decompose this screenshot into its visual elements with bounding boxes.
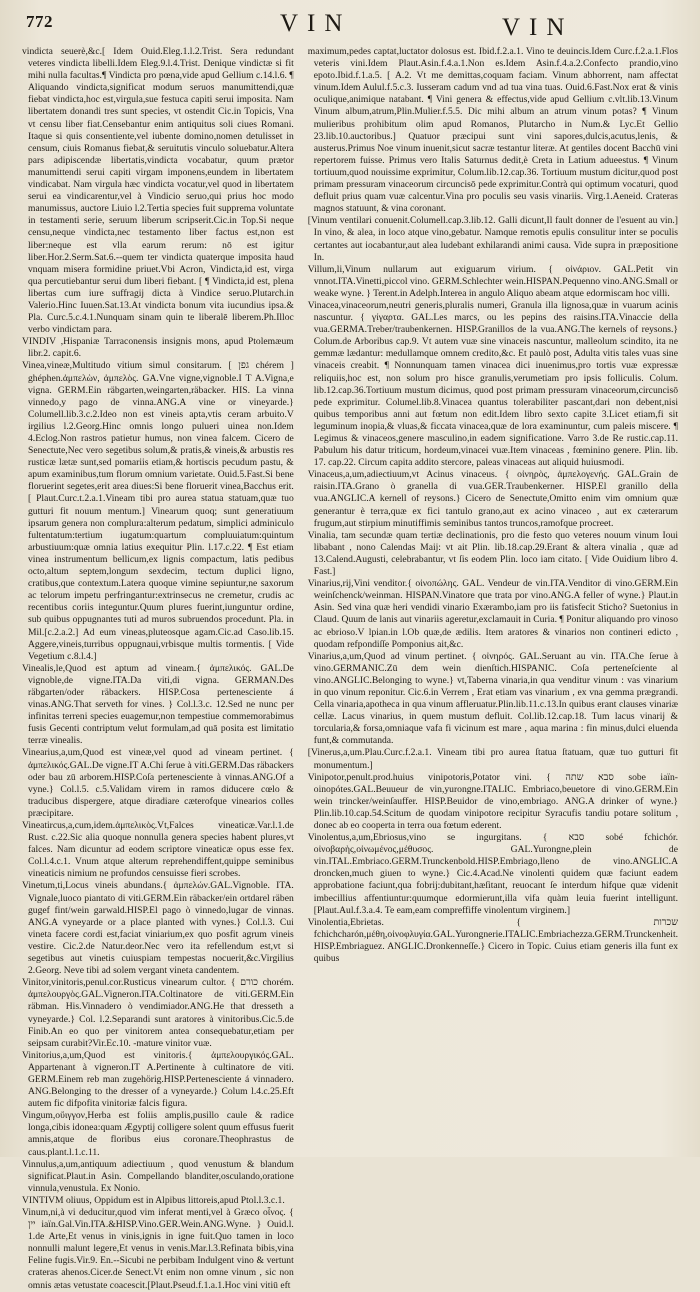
dictionary-entry: Vinalia, tam secundæ quam tertiæ declinationis, pro die festo quo veteres nouum vinum Ioui libabant , nono Calendas Maij: vt ait Plin. lib.18.cap.29.Erant & altera vinalia , quæ ad 13.Calend.Augusti, celebrabantur, vt ſis eodem Plin. loco iam citato. [ Vide Ouidium libro 4. Fast.] (307, 529, 678, 578)
dictionary-entry: VINTIVM oliuus, Oppidum est in Alpibus littoreis,apud Ptol.l.3.c.1. (22, 1194, 285, 1206)
dictionary-entry: VINDIV ,Hispaniæ Tarraconensis insignis mons, apud Ptolemæum libr.2. capit.6. (22, 336, 294, 360)
right-column (308, 46, 678, 1142)
page-header (22, 10, 678, 46)
dictionary-entry: Vinarius,rij,Vini venditor.{ οἰνοπώλης. GAL. Vendeur de vin.ITA.Venditor di vino.GERM.Ein weinſchenck/weinman. HISPAN.Vinatore que trata por vino.ANG.A feller of wyne.} Plaut.in Asin. Sed vina quæ heri vendidi vinario Exærambo,iam pro iis fatisfecit Sticho? Suetonius in Claud. Quum de lanis aut vinariis ageretur,exclamauit in Curia. ¶ Ponitur aliquando pro vinoso ac ebrioso.V lpian.in l.Ob quæ,de ædilis. Item aratores & vinarios non contineri edicto , quodam refpondiſſe Pomponius ait,&c. (307, 578, 678, 650)
dictionary-entry: Vineatircus,a,cum,idem.ἀμπελικὸς.Vt,Falces vineaticæ.Var.l.1.de Rust. c.22.Sic alia quoque nonnulla genera species habent plures,vt falces. Nam dicuntur ad eodem scriptore vineaticæ opus esse fex. Col.l.4.c.1. Vnum atque alterum reprehendiffent,quippe seminibus vineaticis nimium ne profundos censuisse fieri scrobes. (22, 820, 294, 880)
page-number: 772 (26, 12, 53, 31)
running-head-right: VIN (502, 14, 574, 41)
dictionary-entry: Vinetum,ti,Locus vineis abundans.{ ἀμπελών.GAL.Vignoble. ITA. Vignale,luoco piantato di viti.GERM.Ein räbacker/ein ortdarel räben gugef fint/wein garwald.HISP.El pago ò vinnedo,lugar de vinnas. ANG.A vyneyarde or a place planted with vynes.} Col.l.3. Cui vineta facere cordi est,faciat viniarium,ex quo posfit agrum vineis vestire. Cic.2.de Natur.deor.Nec vero ita refellendum est,vt si segetibus aut vinetis cuiuspiam tempestas nocuerit,&c.Virgilius 2.Georg. Neve tibi ad solem vergant vineta candentem. (22, 880, 294, 977)
dictionary-entry: [Vinum ventilari conuenit.Columell.cap.3.lib.12. Galli dicunt,Il fault donner de l'esuent au vin.] In vino, & alea, in loco atque vino,gebatur. Namque remotis epulis consulitur inter se poculis certantes aut iocabantur,aut alea ludebant exhilarandi animi causa. Vide supra in præpositione In. (307, 215, 678, 263)
dictionary-entry: Vinacea,vinaceorum,neutri generis,pluralis numeri, Granula illa lignosa,quæ in vuarum acinis nascuntur. { γίγαρτα. GAL.Les marcs, ou les pepins des raisins.ITA.Vinaccie della vua.GERMA.Treber/traubenkernen. HISP.Granillos de la vua.ANG.The kernels of reysons.} Colum.de Arboribus cap.9. Vt autem vuæ sine vinaceis nascuntur, malleolum scindito, ita ne gemmæ lædantur: medullamque omnem credito,&c. Et paulò post, Adulta vitis tales vuas sine vinaceis creabit. ¶ Nonnunquam tamen vinacea dici inuenimus,pro tortis vuæ expressæ reliquiis,hoc est, non solum pro hisce granulis,verumetiam pro ipsis folliculis. Colum. lib.12.cap.36.Tortiuum mustum dicimus, quod post primam pressuram vinaceorum,circuncisō pede exprimitur. Columel.lib.8.Vinacea quantus tolerabiliter pascant,dari non debent,nisi quibus temporibus anni aut fœtum non edit.Idem libro sexto capite 3.Licet etiam,fi sit leguminum inopia,& vluas,& ficcata vinacea,quæ de lora examinuntur, cum paleis miscere. ¶ Legimus & vinaceos,genere masculino,in eadem significatione. Varro 3.de Re rustic.cap.11. Pabulum his datur triticum, hordeum,vinacei vuæ.Item vinaceas , fœminino genere. Plin. lib. 17. cap.22. Circum capita addito stercore, paleas vinaceas aut aliquid huiusmodi. (307, 299, 678, 469)
dictionary-entry: maximum,pedes captat,luctator dolosus est. Ibid.f.2.a.1. Vino te deuincis.Idem Curc.f.2.a.1.Flos veteris vini.Idem Plaut.Asin.f.4.a.1.Non es.Idem Asin.f.4.a.2.Confecto prandio,vino epoto.Ibid.f.1.a.5. [ A.2. Vt me demittas,coquam faciam. Vinum abhorrent, nam affectat vinum.Idem Aulul.f.5.c.3. Iusseram cadum vnd ad tua vina tuas. Ouid.6.Fast.Nox erat & vinis oculique,animique natabant. ¶ Vini genera & effectus,vide apud Gellium c.vlt.lib.13.Vinum Vinum album,atrum,Plin.Mulier.f.5.5. Dic mihi album an atrum vinum potas? ¶ Vinum mulieribus prohibitum olim apud Romanos, Plutarcho in Num.& Lyc.Et Gellio 23.lib.10.auctoribus.] Quatuor præcipui sunt vini sapores,dulcis,acutus,lenis, & austerus.Primus Noe vinum inuenit,sicut sacræ testantur literæ. At gentiles docent Bacchū vini repertorem fuisse. Primus vero Italis Saturnus dedit,è Creta in Latium adueestus. ¶ Vinum tortiuum,quod nouissime exprimitur, Colum.lib.12.cap.36. Tortiuum mustum dicitur,quod post primam pressuram vinaceorum circuncisō pede exprimitur.Contrà qui optimum vocaturi, quod defluit prius quam vuæ calcentur.Vina pro poculis seu vasis vinariis. Virg.1.Aeneid. Crateras magnos statuunt, & vina coronant. (307, 46, 678, 215)
dictionary-entry: Vinitorius,a,um,Quod est vinitoris.{ ἀμπελουργικός.GAL. Appartenant à vigneron.IT A.Pertinente à cultinatore de viti. GERM.Einem reb man zugehörig.HISP.Pertenesciente á vinnadero. ANG.Belonging to the dresser of a vyneyarde.} Colum l.4.c.25.Eft autem fic difpofita vinitoriæ falcis figura. (22, 1049, 294, 1110)
dictionary-entry: vindicta seuerè,&c.[ Idem Ouid.Eleg.1.l.2.Trist. Sera redundant veteres vindicta libelli.Idem Eleg.9.l.4.Trist. Denique vindictæ si fit mihi nulla facultas.¶ Vindicta pro pœna,vide apud Gellium c.14.l.6. ¶ Aliquando vindicta,significat modum seruos manumittendi,quæ fiebat vindicta,hoc est,virgula,sue festuca capiti serui imposita. Nam libertatem donandi tres sunt species, vt ostendit Cic.in Topicis, Vna vt censu liber fiat.Censebantur enim antiquitus soli ciues Romani. Itaque si quis consentiente,vel iubente domino,nomen detulisset in censum, ciuis Romanus fiebat,& seruitutis vinculo soluebatur.Altera pars adipiscendæ libertatis,vindicta vocabatur, quum prætor manumittendi serui capiti virgam imponens,eundem in libertatem vindicabat. Nam virgula hæc vindicta vocatur,vel quod in libertatem serui ea vindicarentur,vel à Vindicio seruo,qui prius hoc modo manumissus, auctore Liuio l.2.Tertia species fuit supprema voluntate in testamenti serie, seruum liberum scripserit.Cic.in Top.Si neque censu,neque vindicta,nec testamento liber factus est,non est liber:neque est vlla earum rerum: nō est igitur liber.Hor.2.Serm.Sat.6.--quem ter vindicta quaterque imposita haud vnquam misera formidine priuet.Vbi Acron, Vindicta,id est, virga qua percutiebantur serui dum liberi fiebant. [ ¶ Vindicta,id est, plena libertas cum iure suffragij dicta à Vindice seruo.Plutarch.in Valerio.Hinc Iuuen.Sat.13.At vindicta bonum vita iucundius ipsa.& Pla. Curc.5.c.4.1.Nunquam sinam quin te liberalē liberem.Ph.Illoc verbo vindictam para. (22, 46, 294, 336)
dictionary-entry: Vingum,οὔιγγον,Herba est foliis amplis,pusillo caule & radice longa,cibis idonea:quam Ægyptij colligere solent quum effusus fuerit amnis,atque de floribus eius coronare.Theophrastus de caus.plant.l.1.c.11. (22, 1110, 294, 1158)
dictionary-entry: Vinipotor,penult.prod.huius vinipotoris,Potator vini. { סבא שתה sobe iaïn-oinopótes.GAL.Beuueur de vin,yurongne.ITALIC. Embriaco,beuetore di vino.GERM.Ein wein trincker/weinſauffer. HISP.Beuidor de vino,embriago. ANG.A drinker of wyne.} Plin.lib.10.cap.54.Scitum de quodam vinipotore recipitur Syracufis tandiu potare solitum , donec ab eo cooperta in terra oua fœtum ederent. (307, 771, 679, 831)
left-column (22, 46, 294, 1291)
dictionary-entry: Vinnulus,a,um,antiquum adiectiuum , quod venustum & blandum significat.Plaut.in Asin. Compellando blanditer,osculando,oratione vinnula,venustula. Ex Nonio. (22, 1158, 294, 1194)
dictionary-entry: Vinarius,a,um,Quod ad vinum pertinet. { οἰνηρός. GAL.Seruant au vin. ITA.Che ſerue à vino.GERMANIC.Zū dem wein dienſtich.HISPANIC. Coſa perteneſciente al vino.ANGLIC.Belonging to wyne.} vt,Taberna vinaria,in qua venditur vinum : vas vinarium in quo vinum reponitur. Cic.6.in Verrem , Erat etiam vas vinarium , ex vna gemma prægrandi. Cella vinaria,apotheca in qua vinum affleruatur.Plin.lib.11.c.13.In quibus erant clauses vinariæ cellæ. Lacus vinarius, in quem mustum defluit. Col.lib.12.cap.18. Tum lacus vinarij & torcularia,& forsa,omniaque vafa fi vicinum est mare , aqua marina : fin minus,dulci eluenda funt,& commutanda. (307, 650, 678, 747)
dictionary-entry: Vinolentia,Ebrietas. { שכרות fchichcharón,μέθη,οἰνοφλυγία.GAL.Yurongnerie.ITALIC.Embriachezza.GERM.Trunckenheit. HISP.Embriaguez. ANGLIC.Dronkenneſſe.} Cicero in Topic. Cuius etiam generis illa funt ex quibus (307, 916, 679, 965)
dictionary-entry: Vinaceus,a,um,adiectiuum,vt Acinus vinaceus. { οἰνηρὸς, ἀμπελογενής. GAL.Grain de raisin.ITA.Grano ò granella di vua.GER.Traubenkerner. HISP.El granillo della vua.ANGLIC.A kernell of reysons.} Cicero de Senectute,Omitto enim vim omnium quæ generantur è terra,quæ ex fici tantulo grano,aut ex acino vinaceo , aut ex cæterarum frugum,aut stirpium minutiffimis seminibus tantos truncos,ramofque procreet. (307, 469, 678, 529)
text-columns (22, 46, 679, 1291)
dictionary-entry: Vinearius,a,um,Quod est vineæ,vel quod ad vineam pertinet. { ἀμπελικός.GAL.De vigne.IT A.Chi ſerue à viti.GERM.Das räbackers oder bau zū arborem.HISP.Coſa pertenesciente à vinnas.ANG.Of a vyne.} Col.l.5. c.5.Validam virem in ramos diducere cœlo & traducibus dispergere, atque diradiare cæterofque vinearios colles præcipitare. (22, 747, 294, 819)
dictionary-entry: Vinum,ni,à vi deducitur,quod vim inferat menti,vel à Græco οἶνος. { יין iaïn.Gal.Vin.ITA.&HISP.Vino.GER.Wein.ANG.Wyne. } Ouid.l. 1.de Arte,Et venus in vinis,ignis in igne fuit.Quo tamen in loco nonnulli malunt legere,Et venus in venis.Mar.l.3.Refinata bibis,vina Feline fugis.Vir.9. En.--Sicubi ne perbibam Indulgent vino & vertunt crateras ahenos.Cicer.de Senect.Vt enim non omne vinum , sic non omnis ætas vetustate coacescit.[Plaut.Pseud.f.1.a.1.Hoc vini vitiū eft (22, 1207, 294, 1291)
running-head-left: VIN (280, 10, 352, 37)
dictionary-entry: Vinealis,le,Quod est aptum ad vineam.{ ἀμπελικός. GAL.De vignoble,de vigne.ITA.Da viti,di vigna. GERMAN.Des räbgarten/oder räbackers. HISP.Cosa pertenesciente á vinas.ANG.That serveth for vines. } Col.l.3.c. 12.Sed ne nunc per infinitas terreni species euagemur,non tempestiue commemorabimus fusis Gecenti contriptum velut formulam,ad quā posita est limitatio terræ vinealis. (22, 662, 294, 747)
dictionary-entry: [Vinerus,a,um.Plau.Curc.f.2.a.1. Vineam tibi pro aurea ſtatua ſtatuam, quæ tuo gutturi fit monumentum.] (307, 747, 678, 771)
dictionary-entry: Vinitor,vinitoris,penul.cor.Rusticus vinearum cultor. { כורם chorém. ἀμπελουργὸς.GAL.Vigneron.ITA.Coltinatore de viti.GERM.Ein räbman. His.Vinnadero ò vendimiador.ANG.He that dresseth a vyneyarde.} Col. l.2.Separandi sunt aratores à vinitoribus.Cic.5.de Finib.An eo quo per vinitorem antea consequebatur,etiam per seipsam curabit?Vir.Ec.10. -mature vinitor vuæ. (22, 977, 294, 1049)
dictionary-entry: Vinea,vineæ,Multitudo vitium simul consitarum. [ גפן chérem ] ghéphen.ἀμπελὼν, ἀμπελὸς. GA.Vne vigne,vignoble.I T A.Vigna,e vigna. GERM.Ein räbgarten,weingarten,räbacker. HIS. La vinna vinnedo,y pago de vinna.ANG.A vine or vineyarde.} Columell.lib.3.c.2.Ideo non est vineis apta,vtis ceram arbuito.V irgilius l.2.Georg.Hinc omnis longo pulueri uinea non.Idem 4.Eclog.Non rastros patietur humus, non vinea falcem. Cicero de Senectute,Nec vero segetibus solum,& pratis,& vineis,& arbustis res rusticæ lætæ sunt,sed pomariis etiam,& hortiscis pecudum pastu, & apum examinibus,tum florum omnium varietate. Ouid.5.Fast.Si bene floruerint segetes,erit area diues:Si bene floruerit vinea,Bacchus erit. [ Plaut.Curc.t.2.a.1.Vineam tibi pro aurea statua statuam,quæ tuo gutturi fit nouum mentum.] Vinearum quoq; sunt generatiuum ipsarum genera non complura:alterum pedatum, simplici adminiculo fultentatum:tertium iugatum:quartum compluuiatum:quintum arbustiuum:quæ omnia latius exequitur Plin. l.17.c.22. ¶ Est etiam vinea instrumentum bellicum,ex lignis compactum, latis pedibus octo,altum septem,longum sexdecim, tectum duplici ligno, cratibus,que contextum.Latera quoque vimine sepiuntur,ne saxorum ac telorum impetu perfringantur:extrinsecus ne cremetur, crudis ac recentibus coriis integuntur.Quum plures fuerint,iunguntur ordine, sub quibus oppugnantes tuti ad muros subruendos procedunt. Pla. in Mil.[c.2.a.2.] Ad eum vineas,pluteosque agam.Cic.ad Caso.lib.15. Aggere,vineis,turribus oppugnaui,vrbisque multis tormentis. [ Vide Vegetium c.8.l.4.] (22, 360, 294, 662)
dictionary-entry: Vinolentus,a,um,Ebriosus,vino se ingurgitans. { סבא sobé fchichór. οἰνοβαρὴς,οἰνωμένος,μέθυσος. GAL.Yurongne,plein de vin.ITAL.Embriaco.GERM.Trunckenbold.HISP.Embriago,lleno de vino.ANGLIC.A droncken,much giuen to wyne.} Cic.4.Acad.Ne vinolenti quidem quæ faciunt eadem approbatione faciunt,qua fobrij:dubitant,hæſitant, reuocant ſe interdum hifque quæ videnit imbecillius affentiuntur:quumque edormierunt,illa vifa quàm leuia fuerint intelligunt. [Plaut.Aul.f.3.a.4. Te eam,eam compreffiffe vinolentum virginem.] (307, 832, 679, 916)
dictionary-entry: Villum,li,Vinum nullarum aut exiguarum virium. { οἰνάριον. GAL.Petit vin vnnot.ITA.Vinetti,piccol vino. GERM.Schlechter wein.HISPAN.Pequenno vino.ANG.Small or weake wyne. } Terent.in Adelph.Interea in angulo Aliquo abeam atque edormiscam hoc villi. (307, 263, 678, 299)
